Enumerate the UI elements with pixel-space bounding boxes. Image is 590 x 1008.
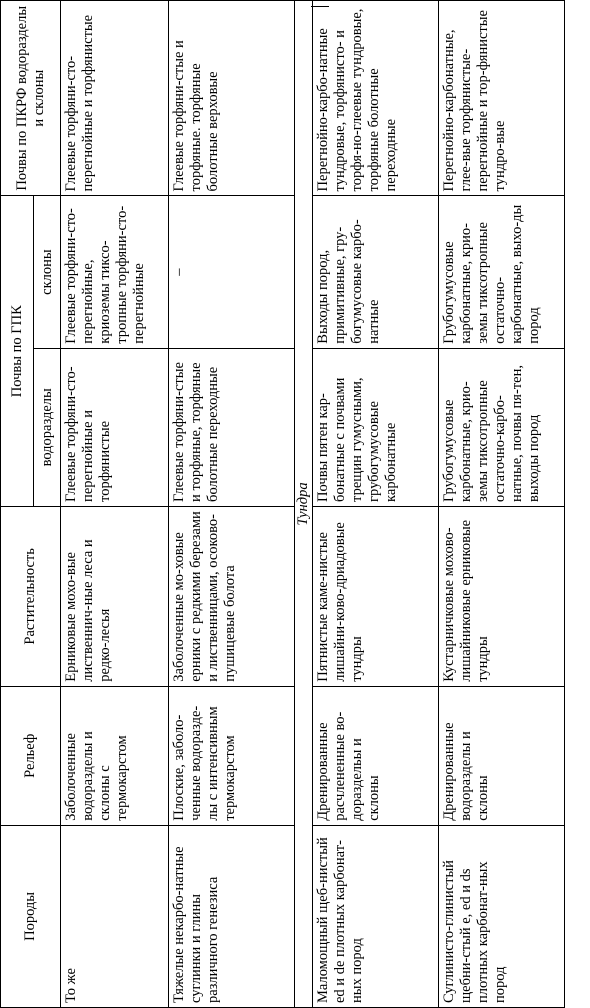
header-soils-gpk: Почвы по ГПК — [1, 196, 34, 506]
cell-relief: Дренированные водоразделы и склоны — [439, 686, 565, 825]
header-watersheds: водоразделы — [34, 348, 61, 506]
header-soils-pkrf: Почвы по ПКРФ водоразделы и склоны — [1, 1, 61, 196]
section-title: Тундра — [295, 1, 313, 1008]
cell-vegetation: Заболоченные мо-ховые ерники с редкими березами и лиственницами, осоково-пушицевые болота — [169, 506, 295, 686]
cell-pkrf: Глеевые торфяни-стые и торфяные. торфяные болотные верховые — [169, 1, 295, 196]
cell-rocks: Маломощный щеб-нистый ed и de плотных карбонат-ных пород — [313, 825, 439, 1007]
cell-relief: Заболоченные водоразделы и склоны с термокарстом — [61, 686, 169, 825]
table-row — [169, 1, 295, 1008]
cell-relief: Дренированные расчлененные во-дораздельы и склоны — [313, 686, 439, 825]
table-row — [61, 1, 169, 1008]
cell-rocks: Тяжелые некарбо-натные суглинки и глины различного генезиса — [169, 825, 295, 1007]
table-row — [313, 1, 439, 1008]
header-rocks: Породы — [1, 825, 61, 1007]
cell-rocks: То же — [61, 825, 169, 1007]
cell-pkrf: Перегнойно-карбонатные, глее-вые торфянистые-перегнойные и тор-фянистые тундро-вые — [439, 1, 565, 196]
cell-slopes: Грубогумусовые карбонатные, крио-земы тиксотропные остаточно-карбонатные, выхо-ды пород — [439, 196, 565, 348]
cell-pkrf: Перегнойно-карбо-натные тундровые, торфянисто- и торфя-но-глеевые тундровые, торфяные болотные переходные — [313, 1, 439, 196]
cell-slopes: Глеевые торфяни-сто-перегнойные, криоземы тиксо-тропные торфяни-сто-перегнойные — [61, 196, 169, 348]
cell-slopes: Выходы пород, примитивные, гру-богумусовые карбо-натные — [313, 196, 439, 348]
cell-rocks: Суглинисто-глинистый щебни-стый e, ed и ds плотных карбонат-ных пород — [439, 825, 565, 1007]
cell-pkrf: Глеевые торфяни-сто-перегнойные и торфянистые — [61, 1, 169, 196]
cell-vegetation: Кустарничковые мохово-лишайниковые ерниковые тундры — [439, 506, 565, 686]
cell-watersheds: Почвы пятен кар-бонатные с почвами трещин гумусными, грубогумусовые карбонатные — [313, 348, 439, 506]
table-row — [439, 1, 565, 1008]
header-relief: Рельеф — [1, 686, 61, 825]
cell-vegetation: Ерниковые мохо-вые лиственнич-ные леса и редко-лесья — [61, 506, 169, 686]
cell-vegetation: Пятнистые каме-нистые лишайни-ково-дриадовые тундры — [313, 506, 439, 686]
section-row — [295, 1, 313, 1008]
header-slopes: склоны — [34, 196, 61, 348]
cell-watersheds: Глеевые торфяни-стые и торфяные, торфяные болотные переходные — [169, 348, 295, 506]
cell-watersheds: Грубогумусовые карбонатные, крио-земы тиксотропные остаточно-карбо-натные, почвы пя-тен, выходы пород — [439, 348, 565, 506]
cell-slopes: – — [169, 196, 295, 348]
header-vegetation: Растительность — [1, 506, 61, 686]
cell-relief: Плоские, заболо-ченные водоразде-лы с интенсивным термокарстом — [169, 686, 295, 825]
cell-watersheds: Глеевые торфяни-сто-перегнойные и торфянистые — [61, 348, 169, 506]
header-row-1 — [1, 1, 34, 1008]
